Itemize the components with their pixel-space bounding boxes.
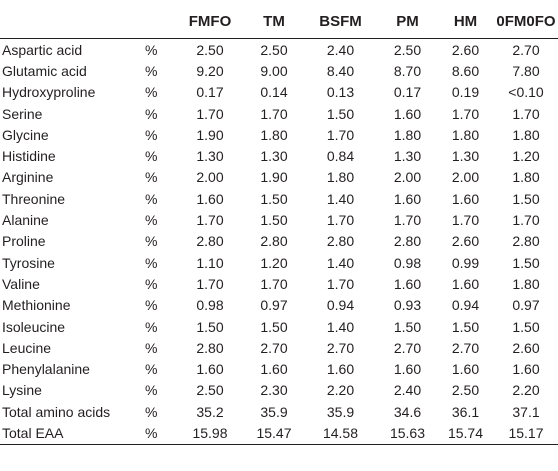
header-unit-column (141, 4, 175, 39)
table-row (0, 82, 558, 103)
table-cell: 2.30 (260, 382, 288, 399)
row-label: Isoleucine (2, 318, 66, 335)
table-cell: 9.20 (196, 62, 224, 79)
table-cell: 15.63 (378, 422, 437, 444)
table-cell: 1.60 (393, 190, 422, 207)
row-label: Total amino acids (2, 403, 111, 420)
table-cell: 2.50 (451, 382, 480, 399)
table-body (0, 39, 558, 445)
row-unit: % (145, 41, 158, 58)
table-cell: 0.97 (260, 297, 288, 314)
table-row (0, 188, 558, 209)
table-cell: 2.20 (512, 382, 540, 399)
row-label: Glutamic acid (2, 62, 87, 79)
row-unit: % (145, 361, 158, 378)
table-cell: 0.94 (326, 297, 355, 314)
table-cell: 1.80 (326, 169, 355, 186)
table-cell: 1.20 (512, 148, 540, 165)
table-row (0, 316, 558, 337)
table-cell: 2.80 (393, 233, 422, 250)
table-cell: 2.70 (393, 339, 422, 356)
row-label: Threonine (2, 190, 66, 207)
row-label: Aspartic acid (2, 41, 83, 58)
row-label: Serine (2, 105, 43, 122)
table-cell: 2.20 (326, 382, 355, 399)
table-cell: 1.50 (260, 212, 288, 229)
header-name-column (0, 4, 141, 39)
table-cell: 2.00 (196, 169, 224, 186)
table-row (0, 273, 558, 294)
row-unit: % (145, 403, 158, 420)
table-cell: 0.93 (393, 297, 422, 314)
table-cell: 2.00 (451, 169, 480, 186)
table-cell: 2.60 (512, 339, 540, 356)
table-cell: 2.60 (451, 233, 480, 250)
table-row (0, 401, 558, 422)
table-cell: 37.1 (512, 403, 540, 420)
table-row (0, 60, 558, 81)
table-cell: 1.50 (326, 105, 355, 122)
table-cell: 1.40 (326, 190, 355, 207)
table-cell: 34.6 (393, 403, 422, 420)
column-header: BSFM (303, 4, 378, 39)
row-label: Glycine (2, 126, 49, 143)
table-cell: 8.60 (451, 62, 480, 79)
table-cell: 1.50 (512, 254, 540, 271)
table-cell: 15.17 (494, 422, 558, 444)
table-cell: 0.94 (451, 297, 480, 314)
table-cell: 1.60 (451, 190, 480, 207)
table-cell: 1.80 (512, 169, 540, 186)
table-cell: 1.60 (326, 361, 355, 378)
row-unit: % (145, 148, 158, 165)
table-row (0, 103, 558, 124)
table-cell: 2.70 (326, 339, 355, 356)
column-header: PM (378, 4, 437, 39)
table-cell: 1.30 (196, 148, 224, 165)
table-cell: 8.40 (326, 62, 355, 79)
row-label: Lysine (2, 382, 42, 399)
table-row (0, 422, 558, 444)
table-row (0, 39, 558, 61)
row-unit: % (145, 297, 158, 314)
table-cell: 1.50 (260, 318, 288, 335)
table-cell: 2.40 (393, 382, 422, 399)
table-cell: 1.70 (326, 275, 355, 292)
table-cell: 9.00 (260, 62, 288, 79)
table-cell: 0.14 (260, 84, 288, 101)
table-cell: 1.70 (326, 212, 355, 229)
row-label: Tyrosine (2, 254, 55, 271)
table-cell: 1.80 (451, 126, 480, 143)
table-cell: 1.60 (260, 361, 288, 378)
table-cell: 2.50 (196, 382, 224, 399)
table-cell: 15.47 (245, 422, 303, 444)
table-cell: 0.19 (451, 84, 480, 101)
table-cell: 36.1 (451, 403, 480, 420)
row-unit: % (145, 126, 158, 143)
table-cell: 0.97 (512, 297, 540, 314)
table-cell: 1.70 (326, 126, 355, 143)
table-cell: 2.70 (451, 339, 480, 356)
column-header: TM (245, 4, 303, 39)
table-cell: 2.70 (260, 339, 288, 356)
table-cell: 2.80 (260, 233, 288, 250)
table-cell: 0.98 (196, 297, 224, 314)
row-unit: % (141, 422, 175, 444)
row-unit: % (145, 62, 158, 79)
table-cell: 0.17 (393, 84, 422, 101)
row-unit: % (145, 190, 158, 207)
table-cell: 7.80 (512, 62, 540, 79)
row-unit: % (145, 382, 158, 399)
table-header (0, 4, 558, 39)
table-cell: 1.60 (393, 361, 422, 378)
table-cell: 1.70 (393, 212, 422, 229)
table-cell: 1.70 (451, 105, 480, 122)
table-cell: 1.50 (451, 318, 480, 335)
row-label: Total EAA (0, 422, 141, 444)
table-cell: 15.98 (175, 422, 245, 444)
row-label: Leucine (2, 339, 52, 356)
table-row (0, 380, 558, 401)
table-row (0, 167, 558, 188)
table-row (0, 358, 558, 379)
table-cell: 1.90 (196, 126, 224, 143)
row-unit: % (145, 275, 158, 292)
table-cell: 2.50 (196, 41, 224, 58)
table-cell: 35.2 (196, 403, 224, 420)
table-cell: 0.84 (326, 148, 355, 165)
table-cell: 1.90 (260, 169, 288, 186)
row-unit: % (145, 233, 158, 250)
table-cell: 1.50 (512, 190, 540, 207)
table-cell: 1.60 (451, 275, 480, 292)
table-cell: 1.80 (393, 126, 422, 143)
table-cell: 1.40 (326, 318, 355, 335)
row-label: Phenylalanine (2, 361, 90, 378)
table-cell: 0.99 (451, 254, 480, 271)
table-cell: 1.50 (260, 190, 288, 207)
table-cell: 15.74 (437, 422, 494, 444)
table-cell: 1.20 (260, 254, 288, 271)
table-row (0, 252, 558, 273)
row-label: Valine (2, 275, 40, 292)
table-cell: 2.80 (512, 233, 540, 250)
table-cell: 1.70 (196, 275, 224, 292)
table-cell: 1.50 (393, 318, 422, 335)
table-cell: 2.80 (196, 339, 224, 356)
table-cell: 1.80 (260, 126, 288, 143)
table-cell: 1.70 (196, 212, 224, 229)
row-label: Methionine (2, 297, 71, 314)
header-row (0, 4, 558, 39)
table-cell: 1.70 (512, 212, 540, 229)
table-row (0, 231, 558, 252)
table-cell: 1.50 (512, 318, 540, 335)
row-unit: % (145, 169, 158, 186)
table-cell: 1.30 (393, 148, 422, 165)
table-cell: 1.80 (512, 275, 540, 292)
table-cell: 2.50 (260, 41, 288, 58)
table-cell: 35.9 (260, 403, 288, 420)
table-cell: 35.9 (326, 403, 355, 420)
table-cell: 1.30 (451, 148, 480, 165)
table-cell: 0.17 (196, 84, 224, 101)
table-cell: 1.60 (393, 105, 422, 122)
table-cell: 0.13 (326, 84, 355, 101)
table-cell: 1.70 (260, 275, 288, 292)
table-row (0, 295, 558, 316)
row-unit: % (145, 318, 158, 335)
row-unit: % (145, 254, 158, 271)
table-cell: 1.60 (393, 275, 422, 292)
table-cell: 1.70 (512, 105, 540, 122)
table-cell: 1.60 (512, 361, 540, 378)
table-cell: 1.70 (451, 212, 480, 229)
row-unit: % (145, 84, 158, 101)
table-cell: 2.50 (393, 41, 422, 58)
row-unit: % (145, 339, 158, 356)
table-cell: 2.00 (393, 169, 422, 186)
table-cell: 1.60 (451, 361, 480, 378)
table-cell: 2.80 (196, 233, 224, 250)
table-cell: 1.60 (196, 361, 224, 378)
column-header: 0FM0FO (494, 4, 558, 39)
table-cell: 1.60 (196, 190, 224, 207)
table-cell: 8.70 (393, 62, 422, 79)
table-cell: 14.58 (303, 422, 378, 444)
table-cell: 2.40 (326, 41, 355, 58)
table-cell: 0.98 (393, 254, 422, 271)
column-header: HM (437, 4, 494, 39)
table-cell: 1.70 (196, 105, 224, 122)
amino-acid-table (0, 4, 558, 445)
table-row (0, 337, 558, 358)
table-cell: 1.70 (260, 105, 288, 122)
table-cell: 2.80 (326, 233, 355, 250)
row-label: Arginine (2, 169, 54, 186)
row-unit: % (145, 212, 158, 229)
row-label: Hydroxyproline (2, 84, 96, 101)
table-row (0, 209, 558, 230)
table-row (0, 145, 558, 166)
column-header: FMFO (175, 4, 245, 39)
table-cell: <0.10 (508, 84, 544, 101)
row-label: Alanine (2, 212, 49, 229)
table-cell: 2.70 (512, 41, 540, 58)
row-unit: % (145, 105, 158, 122)
table-row (0, 124, 558, 145)
table-cell: 1.80 (512, 126, 540, 143)
table-cell: 1.50 (196, 318, 224, 335)
row-label: Proline (2, 233, 46, 250)
table-cell: 1.10 (196, 254, 224, 271)
table-cell: 1.30 (260, 148, 288, 165)
row-label: Histidine (2, 148, 56, 165)
table-cell: 2.60 (451, 41, 480, 58)
table-cell: 1.40 (326, 254, 355, 271)
